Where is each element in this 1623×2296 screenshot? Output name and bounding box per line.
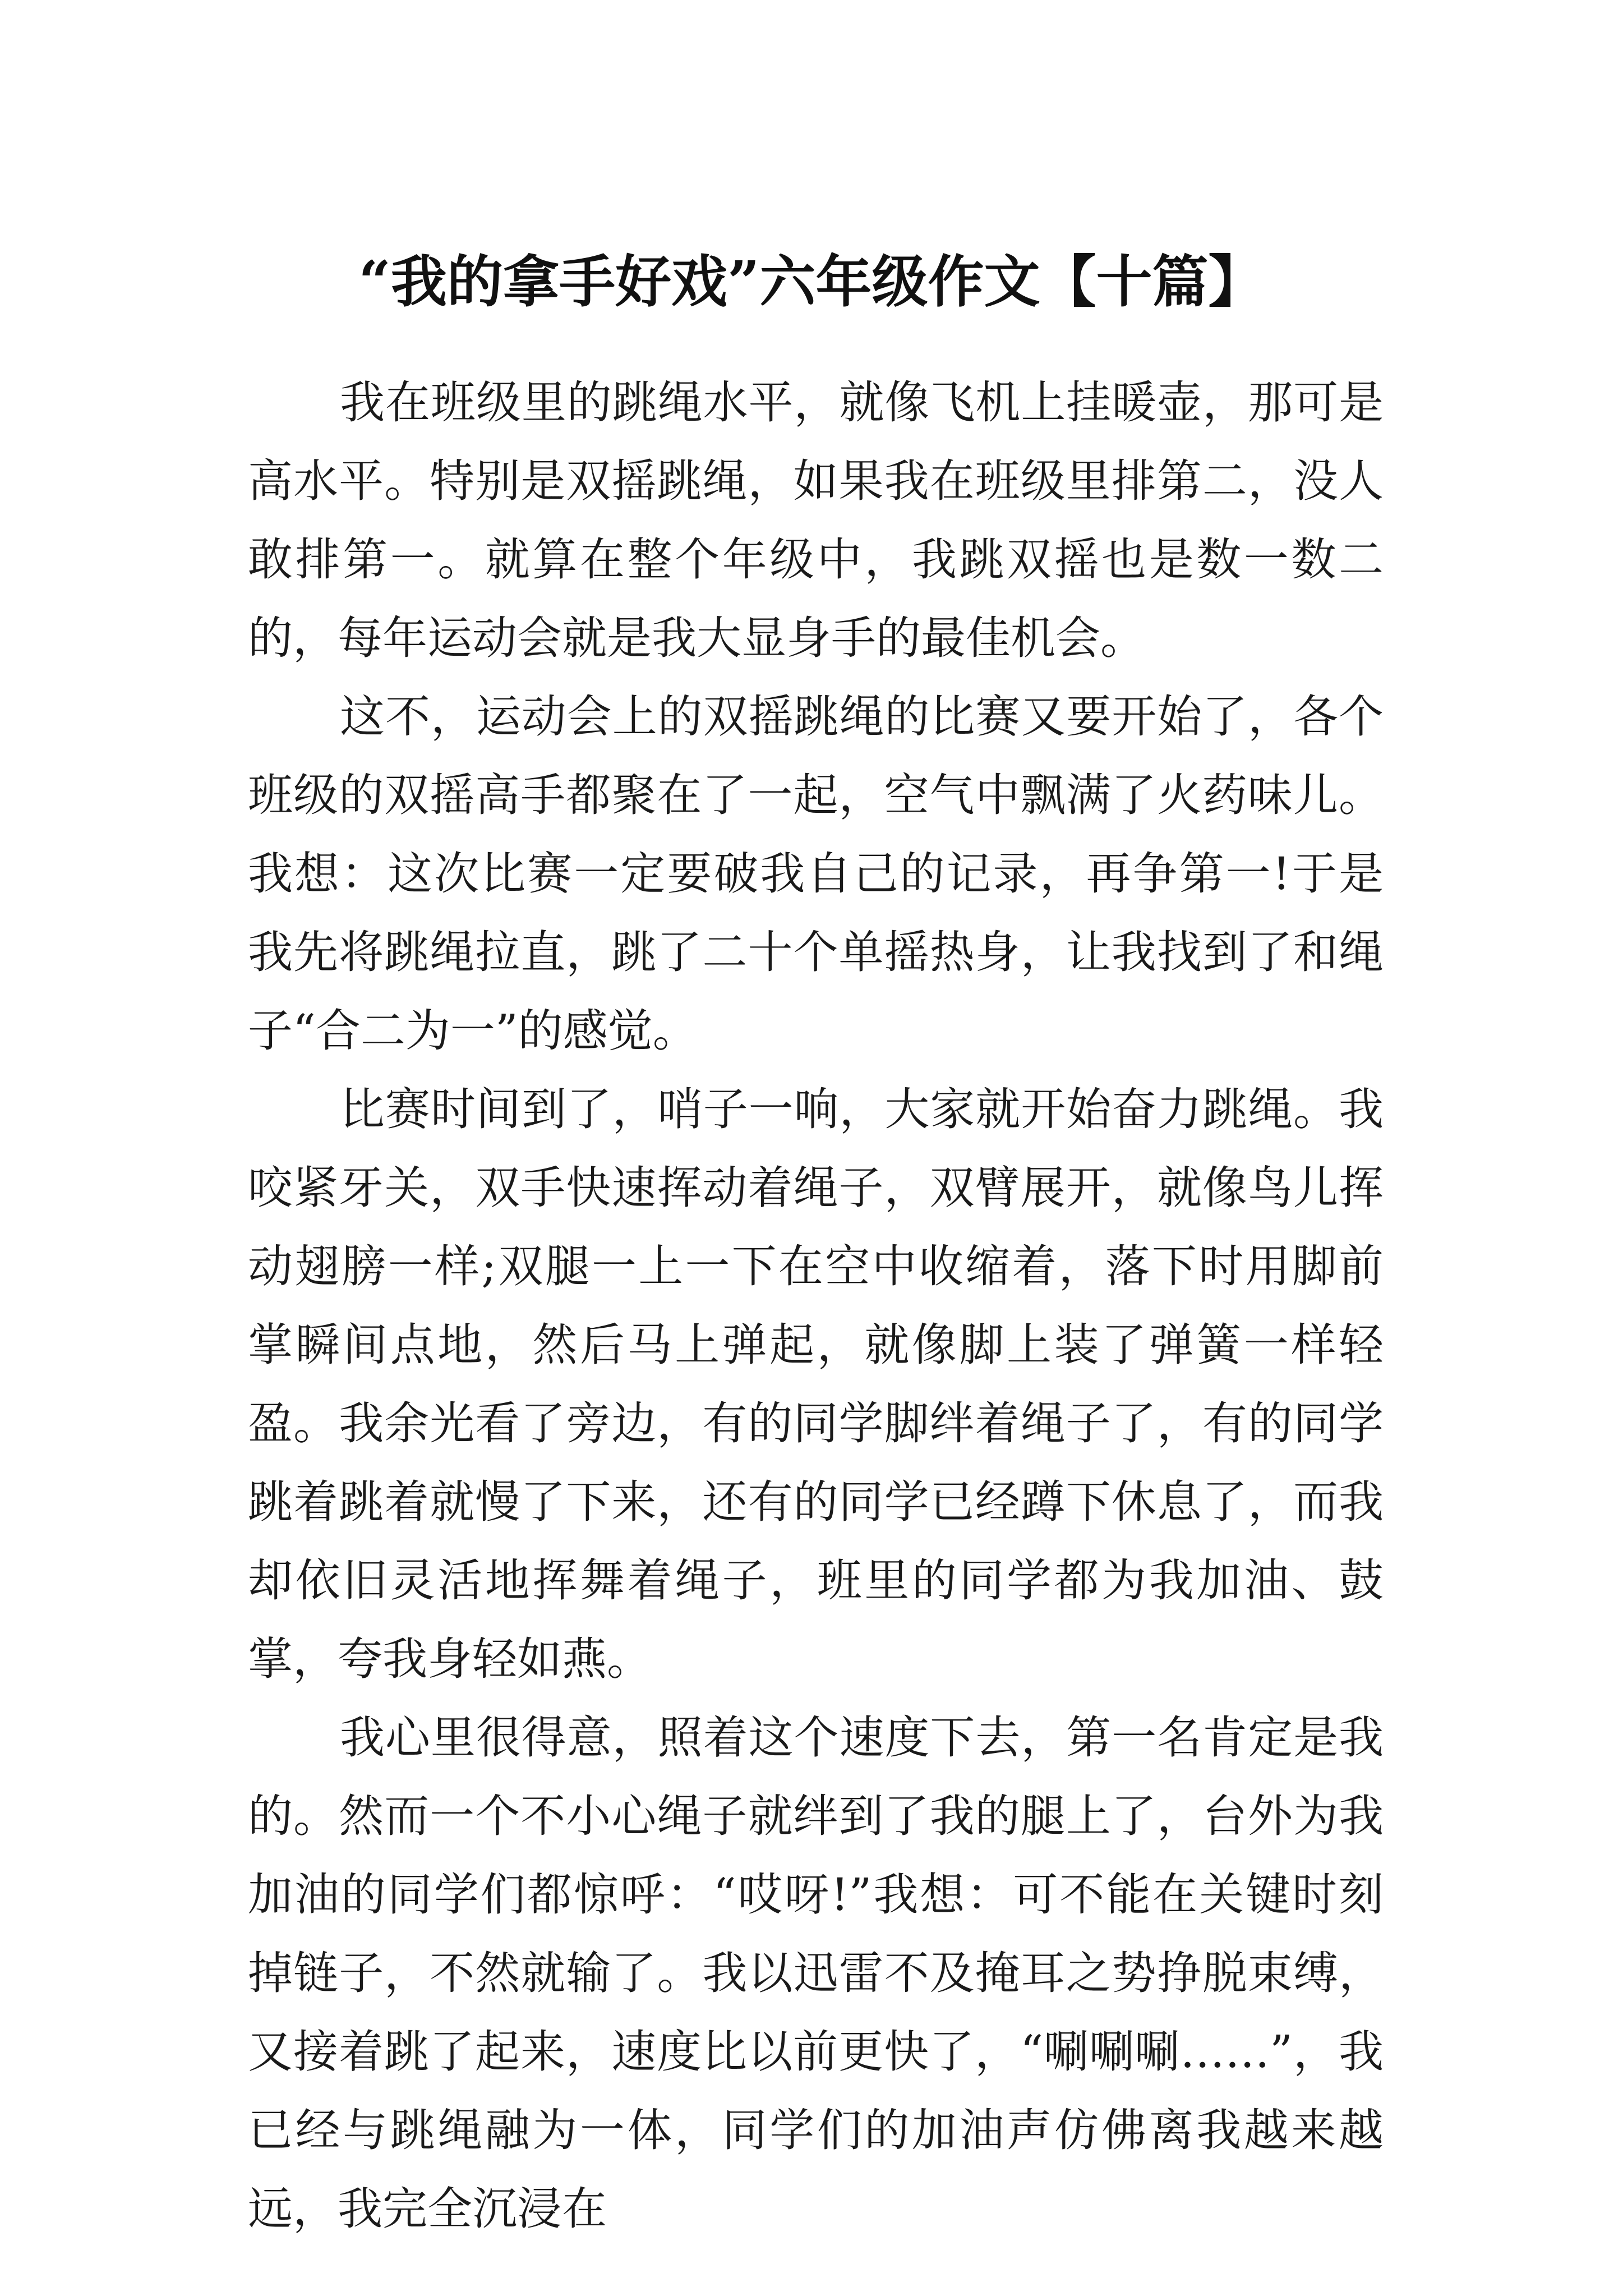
- paragraph: 我在班级里的跳绳水平，就像飞机上挂暖壶，那可是高水平。特别是双摇跳绳，如果我在班级里排第二，没人敢排第一。就算在整个年级中，我跳双摇也是数一数二的，每年运动会就是我大显身手的最佳机会。: [248, 376, 1384, 664]
- paragraph: 我心里很得意，照着这个速度下去，第一名肯定是我的。然而一个不小心绳子就绊到了我的腿上了，台外为我加油的同学们都惊呼：“哎呀!”我想：可不能在关键时刻掉链子，不然就输了。我以迅雷不及掩耳之势挣脱束缚，又接着跳了起来，速度比以前更快了，“唰唰唰……”，我已经与跳绳融为一体，同学们的加油声仿佛离我越来越远，我完全沉浸在: [248, 1711, 1384, 2235]
- paragraph: 比赛时间到了，哨子一响，大家就开始奋力跳绳。我咬紧牙关，双手快速挥动着绳子，双臂展开，就像鸟儿挥动翅膀一样;双腿一上一下在空中收缩着，落下时用脚前掌瞬间点地，然后马上弹起，就像脚上装了弹簧一样轻盈。我余光看了旁边，有的同学脚绊着绳子了，有的同学跳着跳着就慢了下来，还有的同学已经蹲下休息了，而我却依旧灵活地挥舞着绳子，班里的同学都为我加油、鼓掌，夸我身轻如燕。: [248, 1083, 1384, 1685]
- paragraph: 这不，运动会上的双摇跳绳的比赛又要开始了，各个班级的双摇高手都聚在了一起，空气中飘满了火药味儿。我想：这次比赛一定要破我自己的记录，再争第一!于是我先将跳绳拉直，跳了二十个单摇热身，让我找到了和绳子“合二为一”的感觉。: [248, 691, 1384, 1057]
- document-body: [248, 364, 1384, 2248]
- document-title: “我的拿手好戏”六年级作文【十篇】: [358, 249, 1265, 315]
